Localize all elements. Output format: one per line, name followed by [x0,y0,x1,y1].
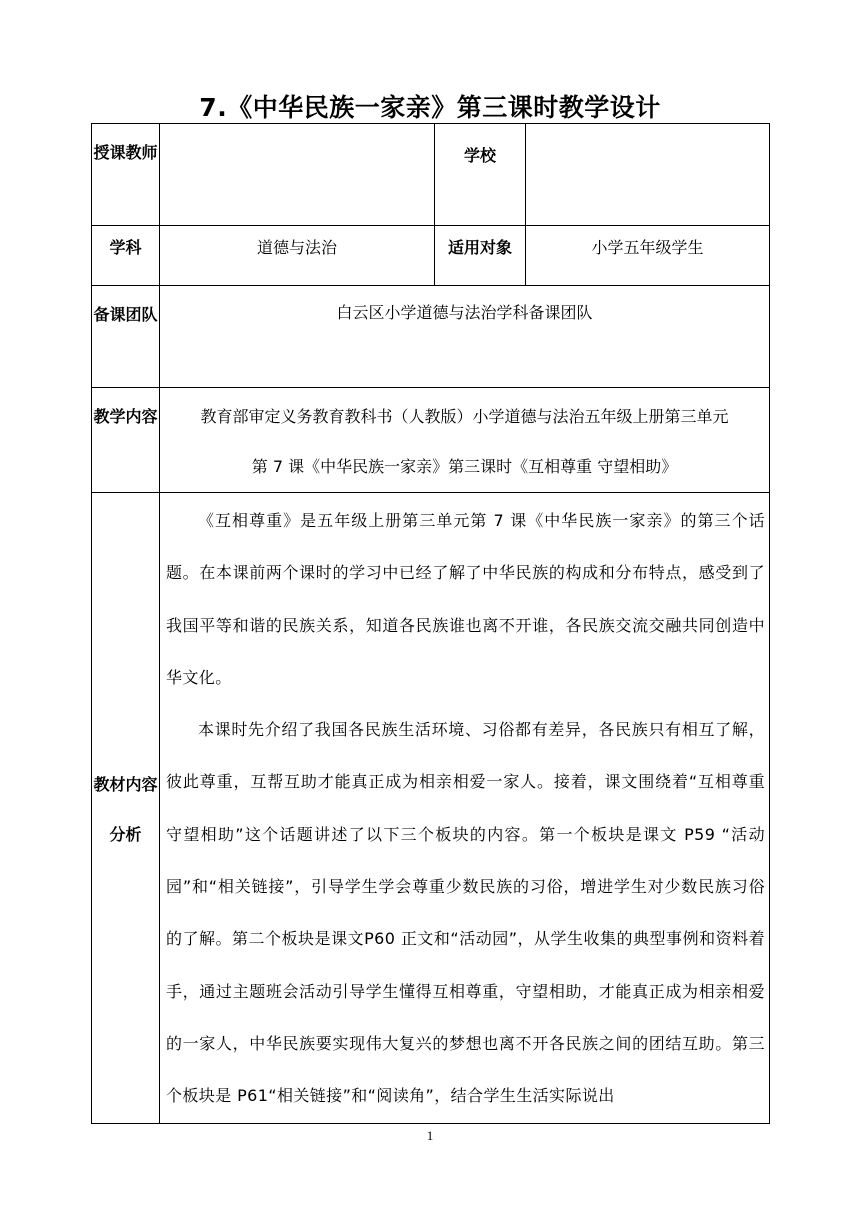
page-title: 7.《中华民族一家亲》第三课时教学设计 [199,93,661,122]
school-label: 学校 [463,146,496,165]
audience-label-cell [435,226,526,286]
analysis-label: 教材内容分析 [93,774,158,844]
content-label-cell [92,388,160,493]
team-label-cell [92,286,160,388]
analysis-value-cell [160,493,770,1124]
analysis-paragraph-2: 本课时先介绍了我国各民族生活环境、习俗都有差异，各民族只有相互了解，彼此尊重，互帮互助才能真正成为相亲相爱一家人。接着，课文围绕着“互相尊重 守望相助”这个话题讲述了以下三个板块的内容。第一个板块是课文 P59 “活动园”和“相关链接”，引导学生学会尊重少数民族的习俗，增进学生对少数民族习俗的了解。第二个板块是课文P60 正文和“活动园”，从学生收集的典型事例和资料着手，通过主题班会活动引导学生懂得互相尊重，守望相助，才能真正成为相亲相爱的一家人，中华民族要实现伟大复兴的梦想也离不开各民族之间的团结互助。第三个板块是 P61“相关链接”和“阅读角”，结合学生生活实际说出 [166,720,765,1106]
team-label: 备课团队 [93,305,158,324]
analysis-paragraph-1: 《互相尊重》是五年级上册第三单元第 7 课《中华民族一家亲》的第三个话题。在本课前两个课时的学习中已经了解了中华民族的构成和分布特点，感受到了我国平等和谐的民族关系，知道各民族谁也离不开谁，各民族交流交融共同创造中华文化。 [166,511,765,687]
table-row-analysis [92,493,770,1124]
subject-label: 学科 [109,238,142,257]
analysis-label-cell [92,493,160,1124]
teacher-label-cell [92,124,160,226]
audience-label: 适用对象 [447,238,512,257]
table-row-content [92,388,770,493]
audience-value-cell [526,226,770,286]
page-number: 1 [426,1128,434,1143]
table-row-teacher [92,124,770,226]
team-value: 白云区小学道德与法治学科备课团队 [336,303,593,322]
team-value-cell [160,286,770,388]
audience-value: 小学五年级学生 [591,238,704,257]
content-line-1: 教育部审定义务教育教科书（人教版）小学道德与法治五年级上册第三单元 [200,407,729,426]
subject-label-cell [92,226,160,286]
school-label-cell [435,124,526,226]
teacher-value-cell [160,124,435,226]
subject-value: 道德与法治 [256,238,337,257]
school-value-cell [526,124,770,226]
content-line-2: 第 7 课《中华民族一家亲》第三课时《互相尊重 守望相助》 [251,457,678,476]
table-row-team [92,286,770,388]
subject-value-cell [160,226,435,286]
content-label: 教学内容 [93,407,158,426]
content-value-cell [160,388,770,493]
teacher-label: 授课教师 [93,143,158,162]
lesson-plan-table [91,123,770,1124]
table-row-subject [92,226,770,286]
